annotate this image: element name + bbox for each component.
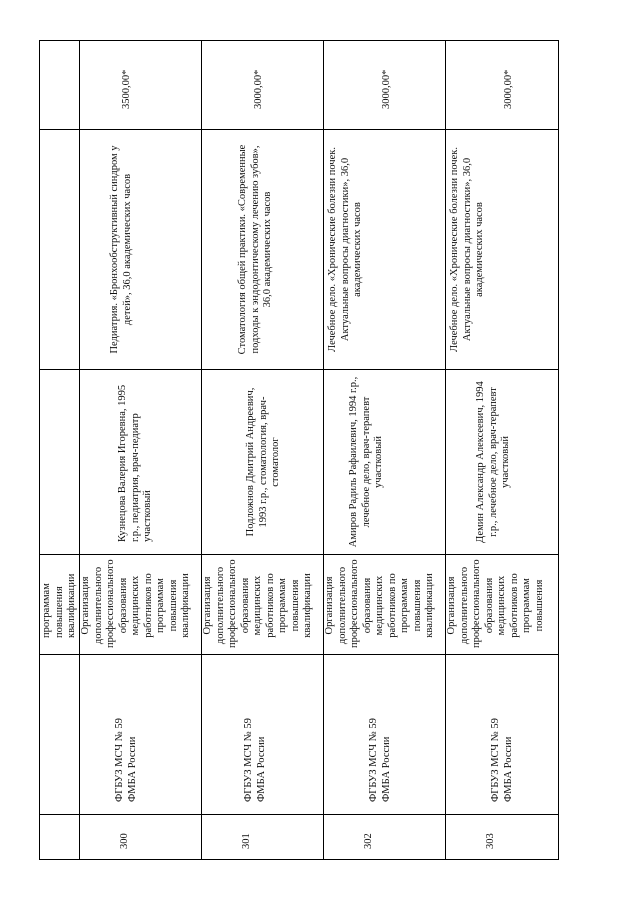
person-text: Демин Александр Алексеевич, 1994 г.р., лечебное дело, врач-терапевт участковый: [475, 381, 511, 543]
table-right-border: [39, 40, 559, 41]
cell-org-type: [445, 555, 559, 655]
cell-person: [323, 370, 445, 555]
cell-institution: [79, 655, 201, 815]
org-type-text: Организация дополнительного профессионального образования медицинских работников по программам повышения: [446, 559, 545, 648]
cell-num: [79, 815, 201, 860]
cell-course: [39, 130, 79, 370]
price-text: 3500,00*: [121, 69, 132, 109]
cell-num: [201, 815, 323, 860]
cell-person: [39, 370, 79, 555]
course-text: Педиатрия. «Бронхообструктивный синдром у детей», 36,0 академических часов: [109, 145, 133, 354]
cell-price: [323, 40, 445, 130]
rotated-table: [39, 40, 559, 860]
cell-num: [445, 815, 559, 860]
cell-course: [323, 130, 445, 370]
table-row: [445, 40, 559, 860]
row-number: 301: [241, 833, 252, 849]
table-row: [79, 40, 202, 860]
org-type-text: программам повышения квалификации: [41, 573, 77, 638]
institution-text: ФГБУЗ МСЧ № 59 ФМБА России: [243, 718, 267, 802]
cell-price: [445, 40, 559, 130]
cell-price: [79, 40, 201, 130]
row-number: 303: [485, 833, 496, 849]
institution-text: ФГБУЗ МСЧ № 59 ФМБА России: [490, 718, 514, 802]
org-type-text: Организация дополнительного профессионального образования медицинских работников по программам повышения квалификации: [80, 559, 191, 648]
cell-num: [39, 815, 79, 860]
cell-course: [201, 130, 323, 370]
institution-text: ФГБУЗ МСЧ № 59 ФМБА России: [368, 718, 392, 802]
cell-org-type: [201, 555, 323, 655]
org-type-text: Организация дополнительного профессионального образования медицинских работников по программам повышения квалификации: [202, 559, 313, 648]
cell-price: [39, 40, 79, 130]
course-text: Лечебное дело. «Хронические болезни почек. Актуальные вопросы диагностики», 36,0 академических часов: [449, 147, 485, 352]
cell-org-type: [39, 555, 79, 655]
table-row: [323, 40, 446, 860]
person-text: Кузнецова Валерия Игоревна, 1995 г.р., педиатрия, врач-педиатр участковый: [117, 384, 153, 542]
course-text: Стоматология общей практики. «Современные подходы к эндодонтическому лечению зубов», 36,0 академических часов: [237, 144, 273, 355]
person-text: Амиров Радиль Рафаилевич, 1994 г.р., лечебное дело, врач-терапевт участковый: [348, 376, 384, 548]
person-text: Подложнов Дмитрий Андреевич, 1993 г.р., стоматология, врач-стоматолог: [245, 387, 281, 537]
cell-institution: [445, 655, 559, 815]
course-text: Лечебное дело. «Хронические болезни почек. Актуальные вопросы диагностики», 36,0 академических часов: [327, 147, 363, 352]
cell-course: [79, 130, 201, 370]
cell-institution: [39, 655, 79, 815]
price-text: 3000,00*: [253, 69, 264, 109]
table-row: [201, 40, 324, 860]
cell-org-type: [79, 555, 201, 655]
cell-person: [445, 370, 559, 555]
table-row-continuation: [39, 40, 80, 860]
cell-person: [201, 370, 323, 555]
row-number: 300: [119, 833, 130, 849]
price-text: 3000,00*: [503, 69, 514, 109]
price-text: 3000,00*: [381, 69, 392, 109]
cell-institution: [201, 655, 323, 815]
cell-person: [79, 370, 201, 555]
row-number: 302: [363, 833, 374, 849]
cell-institution: [323, 655, 445, 815]
cell-org-type: [323, 555, 445, 655]
institution-text: ФГБУЗ МСЧ № 59 ФМБА России: [114, 718, 138, 802]
org-type-text: Организация дополнительного профессионального образования медицинских работников по программам повышения квалификации: [324, 559, 435, 648]
cell-price: [201, 40, 323, 130]
cell-num: [323, 815, 445, 860]
cell-course: [445, 130, 559, 370]
